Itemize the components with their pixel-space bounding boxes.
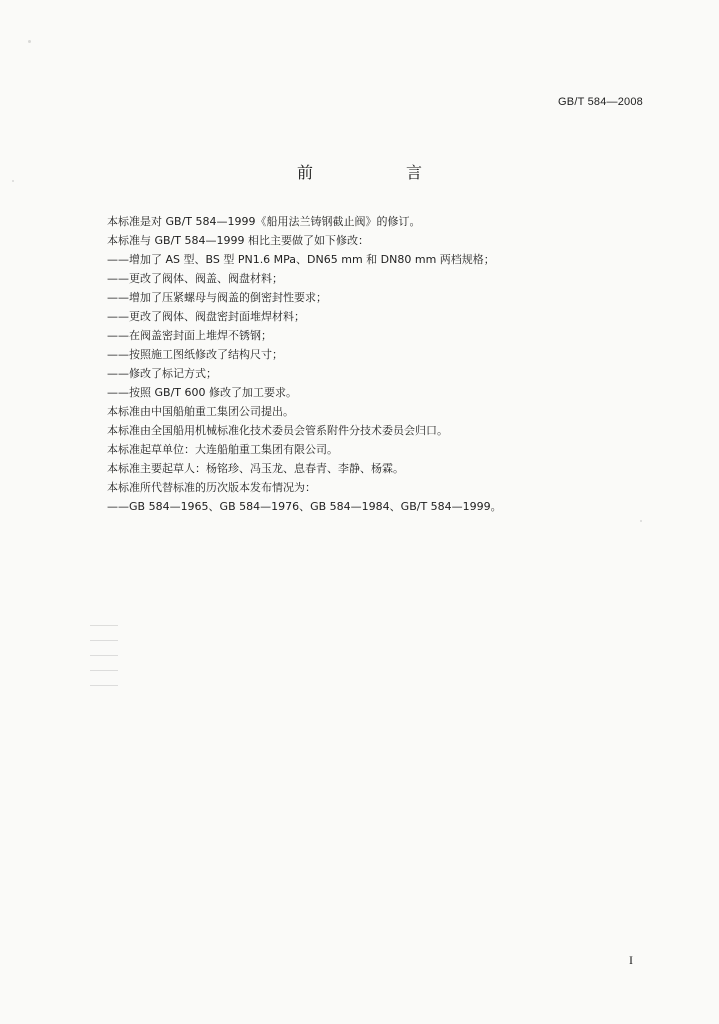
body-line: 本标准由全国船用机械标准化技术委员会管系附件分技术委员会归口。 xyxy=(107,424,448,437)
body-line: ——修改了标记方式； xyxy=(107,367,217,380)
body-line: ——按照 GB/T 600 修改了加工要求。 xyxy=(107,386,297,399)
standard-code: GB/T 584—2008 xyxy=(558,96,643,108)
body-line: ——增加了压紧螺母与阀盖的倒密封性要求； xyxy=(107,291,327,304)
body-line: ——GB 584—1965、GB 584—1976、GB 584—1984、GB/T 584—1999。 xyxy=(107,500,502,513)
scan-speck xyxy=(12,180,14,182)
body-line: ——按照施工图纸修改了结构尺寸； xyxy=(107,348,283,361)
body-line: ——在阀盖密封面上堆焊不锈钢； xyxy=(107,329,272,342)
body-line: ——更改了阀体、阀盖、阀盘材料； xyxy=(107,272,283,285)
body-line: 本标准起草单位：大连船舶重工集团有限公司。 xyxy=(107,443,338,456)
body-line: 本标准主要起草人：杨铭珍、冯玉龙、息春青、李静、杨霖。 xyxy=(107,462,404,475)
page-title: 前 言 xyxy=(296,163,467,182)
body-line: 本标准所代替标准的历次版本发布情况为： xyxy=(107,481,316,494)
body-line: 本标准与 GB/T 584—1999 相比主要做了如下修改： xyxy=(107,234,369,247)
body-line: ——增加了 AS 型、BS 型 PN1.6 MPa、DN65 mm 和 DN80 mm 两档规格； xyxy=(107,253,495,266)
foreword-body xyxy=(107,212,647,516)
binding-mark xyxy=(90,625,118,715)
scan-speck xyxy=(640,520,642,522)
body-line: 本标准是对 GB/T 584—1999《船用法兰铸钢截止阀》的修订。 xyxy=(107,215,421,228)
scan-speck xyxy=(28,40,31,43)
body-line: 本标准由中国船舶重工集团公司提出。 xyxy=(107,405,294,418)
body-line: ——更改了阀体、阀盘密封面堆焊材料； xyxy=(107,310,305,323)
page-number: I xyxy=(629,953,633,967)
